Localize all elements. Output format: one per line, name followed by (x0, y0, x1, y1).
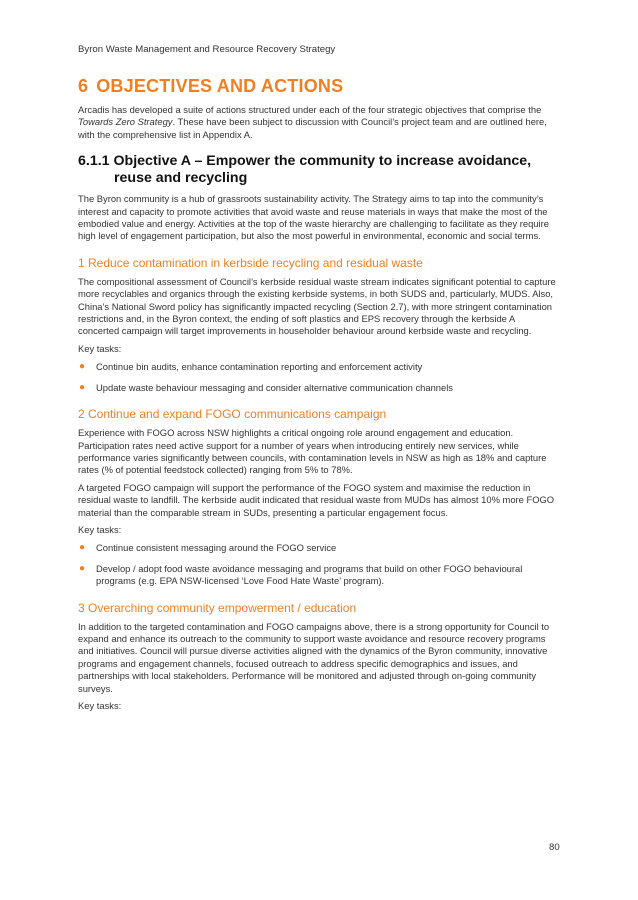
task-text: Update waste behaviour messaging and consider alternative communication channels (96, 381, 453, 393)
intro-paragraph (78, 104, 558, 141)
objective-heading (78, 153, 558, 187)
bullet-icon: ● (79, 361, 86, 373)
action-2-task-list (78, 542, 558, 587)
task-item (78, 563, 558, 588)
action-heading-1: 1 Reduce contamination in kerbside recycling and residual waste (78, 255, 423, 270)
task-item (78, 361, 558, 373)
bullet-icon: ● (79, 542, 86, 554)
action-2-paragraph-2: A targeted FOGO campaign will support the performance of the FOGO system and maximise the reduction in residual waste to landfill. The kerbside audit indicated that residual waste from MUDs has almost 10% more FOGO material than the comparable stream in SUDs, presenting a particular engagement focus. (78, 481, 555, 518)
task-text: Continue bin audits, enhance contamination reporting and enforcement activity (96, 361, 423, 373)
running-header: Byron Waste Management and Resource Recovery Strategy (78, 44, 336, 55)
bullet-icon: ● (79, 381, 86, 393)
objective-body: The Byron community is a hub of grassroots sustainability activity. The Strategy aims to tap into the community’s interest and capacity to promote activities that avoid waste and reuse materials in ways that make the most of the embodied value and energy. Activities at the top of the waste hierarchy are challenging to facilitate as they require high level of engagement participation, but also the most powerful in environmental, economic and social terms. (78, 193, 549, 242)
action-heading-3: 3 Overarching community empowerment / education (78, 600, 357, 615)
action-1-paragraph: The compositional assessment of Council’s kerbside residual waste stream indicates significant potential to capture more recyclables and organics through the existing kerbside systems, in both SUDS and, particularly, MUDS. Also, China’s National Sword policy has significantly impacted recycling (Section 2.7), with more stringent contamination restrictions and, in the Byron context, the ending of soft plastics and EPS recovery through the kerbside A concerted campaign will target improvements in householder behaviour around kerbside waste and recycling. (78, 275, 556, 337)
objective-title-line1: Objective A – Empower the community to increase avoidance, (113, 153, 532, 170)
action-2-paragraph-1: Experience with FOGO across NSW highlights a critical ongoing role around engagement and education. Participation rates need active support for a number of years when introducing entirely new services, while performance varies significantly between councils, with contamination levels in NSW as high as 18% and capture rates (% of potential feedstock collected) ranging from 5% to 78%. (78, 427, 547, 476)
task-item (78, 382, 558, 394)
section-number: 6 (78, 76, 89, 96)
action-heading-2: 2 Continue and expand FOGO communications campaign (78, 407, 387, 422)
intro-text-1: Arcadis has developed a suite of actions structured under each of the four strategic objectives that comprise the (78, 104, 542, 115)
action-1-task-list (78, 361, 558, 394)
action-2-key-tasks-label: Key tasks: (78, 523, 122, 535)
action-3-paragraph: In addition to the targeted contamination and FOGO campaigns above, there is a strong opportunity for Council to expand and enhance its outreach to the community to support waste avoidance and resource recovery programs and initiatives. Council will pursue diverse activities aligned with the dynamics of the Byron community, innovative programs and engagement channels, focused outreach to address specific demographics and issues, and partnerships with local stakeholders. Performance will be monitored and adjusted through on-going community surveys. (78, 620, 550, 694)
action-1-key-tasks-label: Key tasks: (78, 342, 122, 354)
bullet-icon: ● (79, 562, 86, 574)
intro-text-2: . These have been subject to discussion with Council’s project team and are outlined here, with the comprehensive list in Appendix A. (78, 116, 547, 140)
page-number: 80 (549, 842, 560, 853)
task-item (78, 542, 558, 554)
task-text: Continue consistent messaging around the FOGO service (96, 542, 337, 554)
action-3-key-tasks-label: Key tasks: (78, 700, 122, 711)
section-title: OBJECTIVES AND ACTIONS (96, 76, 344, 96)
objective-title-line2: reuse and recycling (114, 170, 248, 187)
intro-emphasis: Towards Zero Strategy (78, 116, 173, 128)
objective-number: 6.1.1 (78, 153, 110, 170)
task-text: Develop / adopt food waste avoidance messaging and programs that build on other FOGO behavioural programs (e.g. EPA NSW-licensed ‘Love Food Hate Waste’ program). (96, 562, 523, 587)
page-body (78, 76, 558, 717)
section-heading (78, 76, 558, 97)
